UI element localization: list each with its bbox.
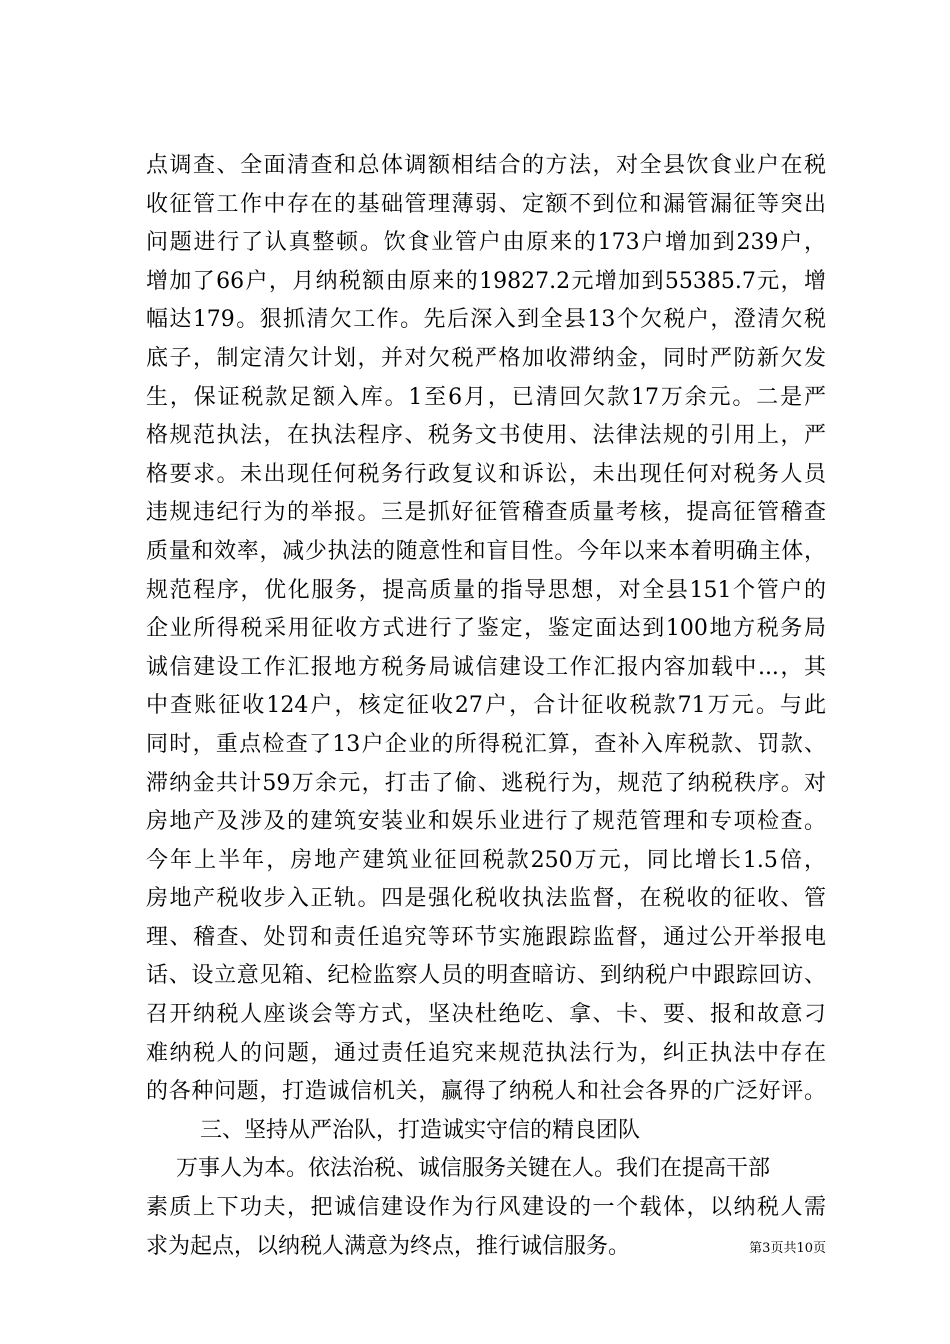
text-line: 房地产及涉及的建筑安装业和娱乐业进行了规范管理和专项检查。 [146,809,826,835]
text-line: 格规范执法，在执法程序、税务文书使用、法律法规的引用上，严 [146,423,826,449]
text-line: 中查账征收124户，核定征收27户，合计征收税款71万元。与此 [146,693,826,719]
text-line: 诚信建设工作汇报地方税务局诚信建设工作汇报内容加载中...，其 [146,654,826,680]
text-line: 格要求。未出现任何税务行政复议和诉讼，未出现任何对税务人员 [146,461,826,487]
text-line: 企业所得税采用征收方式进行了鉴定，鉴定面达到100地方税务局 [146,616,826,642]
text-line: 房地产税收步入正轨。四是强化税收执法监督，在税收的征收、管 [146,886,826,912]
section-heading: 三、坚持从严治队，打造诚实守信的精良团队 [200,1117,641,1143]
text-line: 点调查、全面清查和总体调额相结合的方法，对全县饮食业户在税 [146,153,826,178]
body-text [146,147,826,1266]
text-line: 收征管工作中存在的基础管理薄弱、定额不到位和漏管漏征等突出 [146,191,826,217]
text-line: 难纳税人的问题，通过责任追究来规范执法行为，纠正执法中存在 [146,1040,826,1066]
page-number: 第3页共10页 [749,1241,826,1256]
text-line: 同时，重点检查了13户企业的所得税汇算，查补入库税款、罚款、 [146,731,826,757]
text-line: 滞纳金共计59万余元，打击了偷、逃税行为，规范了纳税秩序。对 [146,770,826,796]
text-line: 召开纳税人座谈会等方式，坚决杜绝吃、拿、卡、要、报和故意刁 [146,1002,826,1028]
text-line: 理、稽查、处罚和责任追究等环节实施跟踪监督，通过公开举报电 [146,924,826,950]
paragraph-first-line: 万事人为本。依法治税、诚信服务关键在人。我们在提高干部 [176,1156,771,1182]
text-line: 求为起点，以纳税人满意为终点，推行诚信服务。 [146,1233,631,1259]
text-line: 今年上半年，房地产建筑业征回税款250万元，同比增长1.5倍， [146,847,826,873]
text-line: 质量和效率，减少执法的随意性和盲目性。今年以来本着明确主体， [146,538,826,564]
text-line: 生，保证税款足额入库。1至6月，已清回欠款17万余元。二是严 [146,384,826,410]
text-line: 素质上下功夫，把诚信建设作为行风建设的一个载体，以纳税人需 [146,1195,826,1221]
text-line: 问题进行了认真整顿。饮食业管户由原来的173户增加到239户， [146,230,826,256]
text-line: 增加了66户，月纳税额由原来的19827.2元增加到55385.7元，增 [146,268,826,294]
text-line: 规范程序，优化服务，提高质量的指导思想，对全县151个管户的 [146,577,826,603]
text-line: 底子，制定清欠计划，并对欠税严格加收滞纳金，同时严防新欠发 [146,345,826,371]
text-line: 话、设立意见箱、纪检监察人员的明查暗访、到纳税户中跟踪回访、 [146,963,826,989]
text-line: 幅达179。狠抓清欠工作。先后深入到全县13个欠税户，澄清欠税 [146,307,826,333]
text-line: 违规违纪行为的举报。三是抓好征管稽查质量考核，提高征管稽查 [146,500,826,526]
text-line: 的各种问题，打造诚信机关，赢得了纳税人和社会各界的广泛好评。 [146,1079,826,1105]
